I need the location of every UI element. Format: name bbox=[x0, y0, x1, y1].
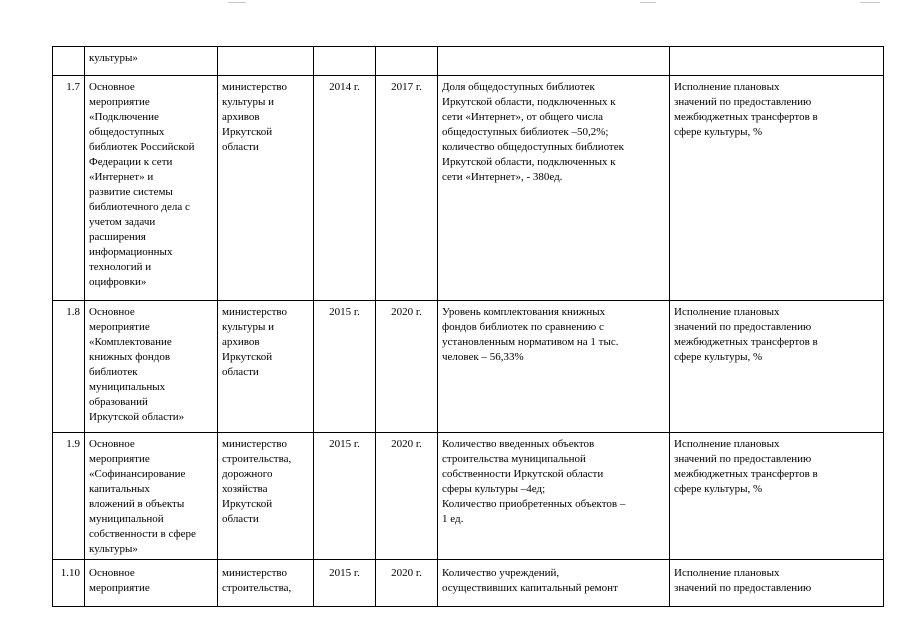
target-indicator: Исполнение плановых значений по предоставлению межбюджетных трансфертов в сфере культуры, % bbox=[670, 76, 884, 301]
row-number: 1.7 bbox=[53, 76, 85, 301]
target-indicator bbox=[670, 47, 884, 76]
table-row bbox=[53, 301, 884, 433]
executor bbox=[218, 47, 314, 76]
start-year: 2015 г. bbox=[314, 433, 376, 560]
program-events-table bbox=[52, 46, 884, 607]
indicator bbox=[438, 47, 670, 76]
scan-artifact-left bbox=[228, 2, 246, 3]
event-name: Основное мероприятие «Софинансирование капитальных вложений в объекты муниципальной собственности в сфере культуры» bbox=[85, 433, 218, 560]
indicator: Количество введенных объектов строительства муниципальной собственности Иркутской области сферы культуры –4ед; Количество приобретенных объектов – 1 ед. bbox=[438, 433, 670, 560]
end-year: 2020 г. bbox=[376, 301, 438, 433]
end-year: 2020 г. bbox=[376, 433, 438, 560]
row-number: 1.8 bbox=[53, 301, 85, 433]
end-year: 2020 г. bbox=[376, 560, 438, 607]
table-row bbox=[53, 47, 884, 76]
executor: министерство культуры и архивов Иркутской области bbox=[218, 76, 314, 301]
end-year bbox=[376, 47, 438, 76]
event-name: Основное мероприятие bbox=[85, 560, 218, 607]
indicator: Доля общедоступных библиотек Иркутской области, подключенных к сети «Интернет», от общего числа общедоступных библиотек –50,2%; количество общедоступных библиотек Иркутской области, подключенных к сети «Интернет», - 380ед. bbox=[438, 76, 670, 301]
event-name: Основное мероприятие «Комплектование книжных фондов библиотек муниципальных образований Иркутской области» bbox=[85, 301, 218, 433]
start-year: 2015 г. bbox=[314, 301, 376, 433]
start-year: 2015 г. bbox=[314, 560, 376, 607]
scan-artifact-right bbox=[640, 2, 656, 3]
end-year: 2017 г. bbox=[376, 76, 438, 301]
event-name: Основное мероприятие «Подключение общедоступных библиотек Российской Федерации к сети «Интернет» и развитие системы библиотечного дела с учетом задачи расширения информационных технологий и оцифровки» bbox=[85, 76, 218, 301]
target-indicator: Исполнение плановых значений по предоставлению межбюджетных трансфертов в сфере культуры, % bbox=[670, 301, 884, 433]
event-name: культуры» bbox=[85, 47, 218, 76]
start-year bbox=[314, 47, 376, 76]
executor: министерство строительства, дорожного хозяйства Иркутской области bbox=[218, 433, 314, 560]
target-indicator: Исполнение плановых значений по предоставлению межбюджетных трансфертов в сфере культуры, % bbox=[670, 433, 884, 560]
indicator: Уровень комплектования книжных фондов библиотек по сравнению с установленным нормативом на 1 тыс. человек – 56,33% bbox=[438, 301, 670, 433]
indicator: Количество учреждений, осуществивших капитальный ремонт bbox=[438, 560, 670, 607]
start-year: 2014 г. bbox=[314, 76, 376, 301]
table-row bbox=[53, 76, 884, 301]
table-row bbox=[53, 433, 884, 560]
executor: министерство строительства, bbox=[218, 560, 314, 607]
target-indicator: Исполнение плановых значений по предоставлению bbox=[670, 560, 884, 607]
table-row bbox=[53, 560, 884, 607]
scan-artifact-right-2 bbox=[860, 2, 880, 3]
row-number: 1.9 bbox=[53, 433, 85, 560]
executor: министерство культуры и архивов Иркутской области bbox=[218, 301, 314, 433]
row-number: 1.10 bbox=[53, 560, 85, 607]
row-number bbox=[53, 47, 85, 76]
